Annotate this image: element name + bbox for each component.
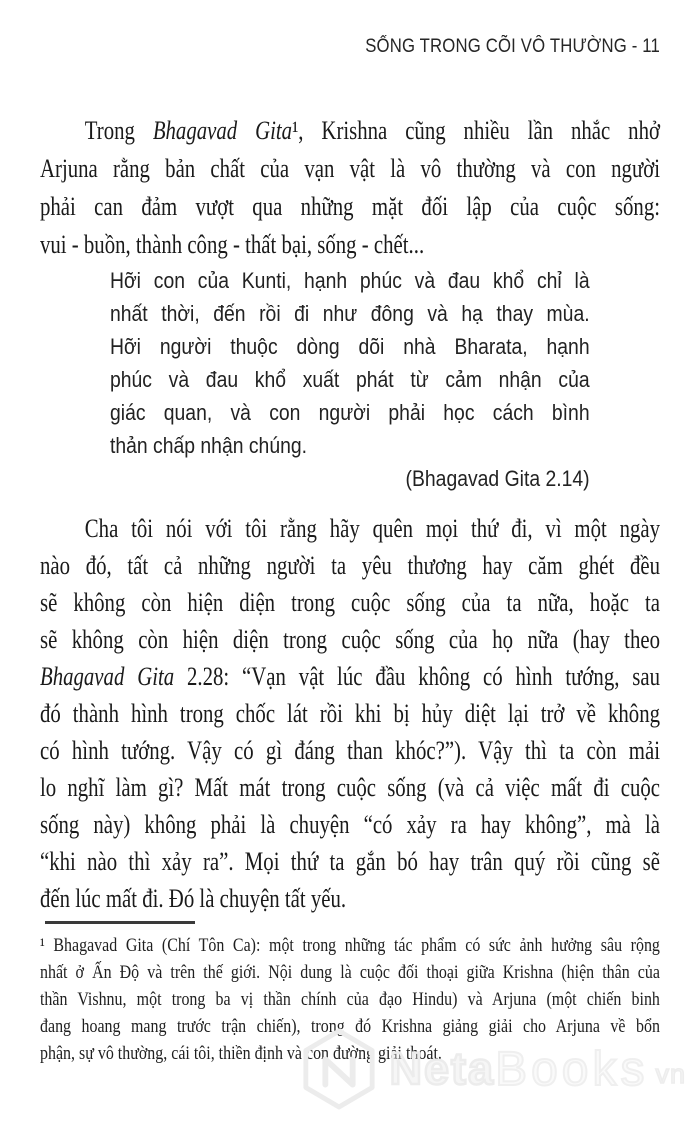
text-line: thản chấp nhận chúng. <box>110 433 307 458</box>
text-line: Trong Bhagavad Gita¹, Krishna cũng nhiều lần nhắc nhở <box>84 116 660 145</box>
text-line: phận, sự vô thường, cái tôi, thiền định và con đường giải thoát. <box>40 1043 442 1064</box>
text-line: nào đó, tất cả những người ta yêu thương hay căm ghét đều <box>40 551 660 580</box>
quote-text <box>110 264 590 462</box>
paragraph-2 <box>40 510 660 917</box>
text-line: giác quan, và con người phải học cách bình <box>110 400 590 425</box>
quote-block <box>110 264 590 494</box>
footnote-divider <box>45 921 195 924</box>
text-line: vui - buồn, thành công - thất bại, sống - chết... <box>40 230 425 259</box>
text-line: sống này) không phải là chuyện “có xảy ra hay không”, mà là <box>40 810 660 839</box>
text-line: nhất thời, đến rồi đi như đông và hạ thay mùa. <box>110 301 590 326</box>
text-line: đang hoang mang trước trận chiến), trong đó Krishna giảng giải cho Arjuna về bổn <box>40 1016 660 1037</box>
text-line: “khi nào thì xảy ra”. Mọi thứ ta gắn bó hay trân quý rồi cũng sẽ <box>40 847 660 876</box>
text-line: có hình tướng. Vậy có gì đáng than khóc?”). Vậy thì ta còn mải <box>40 736 660 765</box>
watermark-vn-suffix: vn <box>655 1058 686 1089</box>
text-line: phải can đảm vượt qua những mặt đối lập của cuộc sống: <box>40 192 660 221</box>
text-line: lo nghĩ làm gì? Mất mát trong cuộc sống (và cả việc mất đi cuộc <box>40 773 660 802</box>
text-line: Bhagavad Gita 2.28: “Vạn vật lúc đầu không có hình tướng, sau <box>40 662 661 691</box>
text-line: Hỡi con của Kunti, hạnh phúc và đau khổ chỉ là <box>110 268 590 293</box>
text-line: Hỡi người thuộc dòng dõi nhà Bharata, hạnh <box>110 334 590 359</box>
paragraph-1 <box>40 112 660 264</box>
text-line: Arjuna rằng bản chất của vạn vật là vô thường và con người <box>40 154 660 183</box>
watermark-books: Books <box>495 1042 649 1096</box>
text-line: Cha tôi nói với tôi rằng hãy quên mọi thứ đi, vì một ngày <box>84 514 661 543</box>
text-line: ¹ Bhagavad Gita (Chí Tôn Ca): một trong những tác phẩm có sức ảnh hưởng sâu rộng <box>40 935 660 956</box>
text-line: sẽ không còn hiện diện trong cuộc sống của ta nữa, hoặc ta <box>40 588 660 617</box>
text-line: phúc và đau khổ xuất phát từ cảm nhận của <box>110 367 590 392</box>
text-line: đến lúc mất đi. Đó là chuyện tất yếu. <box>40 884 347 913</box>
footnote <box>40 932 660 1067</box>
text-line: nhất ở Ấn Độ và trên thế giới. Nội dung là cuộc đối thoại giữa Krishna (hiện thân của <box>40 962 660 983</box>
text-line: đó thành hình trong chốc lát rồi khi bị hủy diệt lại trở về không <box>40 699 660 728</box>
text-line: thần Vishnu, một trong ba vị thần chính của đạo Hindu) và Arjuna (một chiến binh <box>40 989 660 1010</box>
running-header <box>365 36 660 58</box>
watermark-neta: Neta <box>389 1043 496 1094</box>
quote-attribution: (Bhagavad Gita 2.14) <box>405 466 590 491</box>
running-title: SỐNG TRONG CÕI VÔ THƯỜNG - 11 <box>365 36 660 57</box>
text-line: sẽ không còn hiện diện trong cuộc sống của họ nữa (hay theo <box>40 625 660 654</box>
